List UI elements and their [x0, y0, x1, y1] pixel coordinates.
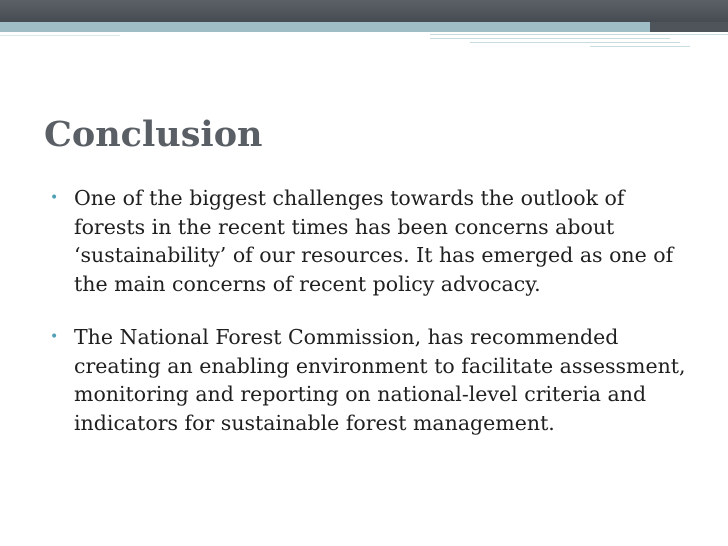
decorative-stripe: [430, 38, 670, 39]
bullet-item: [46, 323, 686, 437]
decorative-stripe: [430, 34, 728, 35]
decorative-stripe: [470, 42, 680, 43]
header-accent-band: [0, 22, 728, 32]
bullet-list: [46, 184, 686, 462]
bullet-text: The National Forest Commission, has recommended creating an enabling environment to facilitate assessment, monitoring and reporting on national-level criteria and indicators for sustainable forest management.: [74, 325, 686, 435]
decorative-stripe: [0, 35, 120, 36]
header-dark-accent: [650, 22, 728, 32]
bullet-dot-icon: •: [50, 329, 59, 345]
bullet-text: One of the biggest challenges towards the outlook of forests in the recent times has been concerns about ‘sustainability’ of our resources. It has emerged as one of the main concerns of recent policy advocacy.: [74, 186, 674, 296]
slide-title: Conclusion: [44, 114, 263, 155]
decorative-stripe: [590, 46, 690, 47]
header-bar: [0, 0, 728, 22]
bullet-dot-icon: •: [50, 190, 59, 206]
bullet-item: [46, 184, 686, 298]
